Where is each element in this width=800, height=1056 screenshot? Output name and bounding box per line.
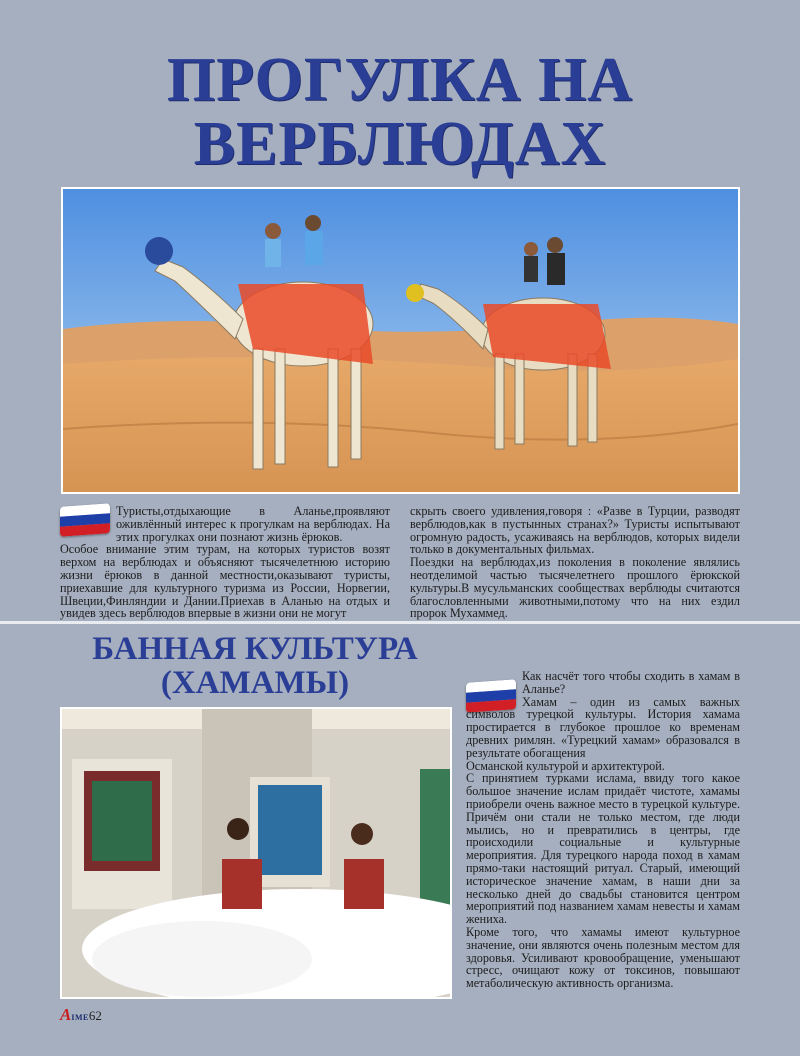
- title-line-1: ПРОГУЛКА НА: [166, 46, 634, 114]
- section-title-line-2: (ХАМАМЫ): [160, 665, 350, 701]
- hamam-paragraph-1: Хамам – один из самых важных символов турецкой культуры. История хамама простирается в глубокое прошлое ко временам древних римлян. «Турецкий хамам» образовался в результате обогащения: [466, 694, 740, 760]
- section-title-line-1: БАННАЯ КУЛЬТУРА: [92, 631, 418, 667]
- camel-paragraph-1: Туристы,отдыхающие в Аланье,проявляют оживлённый интерес к прогулкам на верблюдах. На этих прогулках они познают жизнь ёрюков.: [116, 504, 390, 544]
- hamam-paragraph-2: Османской культурой и архитектурой.: [466, 758, 665, 773]
- camel-paragraph-4: Поездки на верблюдах,из поколения в поколение являлись неотделимой частью тысячелетнего прошлого ёрюкской культуры.В мусульманских сообществах верблюды считаются благословленными животными,потому что на них ездил пророк Мухаммед.: [410, 555, 740, 621]
- page-number: 62: [88, 1008, 102, 1023]
- section-title: [60, 632, 450, 700]
- camel-text-column-2: [410, 505, 740, 620]
- camel-paragraph-3: скрыть своего удивления,говоря : «Разве в Турции, разводят верблюдов,как в пустынных странах?» Туристы испытывают огромную радость, усаживаясь на верблюдов, которых видели только в документальных фильмах.: [410, 504, 740, 557]
- page-footer: [60, 1005, 102, 1025]
- title-line-2: ВЕРБЛЮДАХ: [193, 110, 607, 178]
- page-title: [0, 48, 800, 176]
- hamam-paragraph-3: С принятием турками ислама, ввиду того какое большое значение ислам придаёт чистоте, хамамы приобрели очень важное место в турецкой культуре. Причём они стали не только местом, где люди мылись, но и превратились в центры, где происходили социальные и культурные мероприятия. Для турецкого народа поход в хамам прямо-таки настоящий ритуал. Старый, имеющий историческое значение хамам, в наши дни за несколько дней до свадьбы становится центром мероприятий под названием хамам невесты и хамам жениха.: [466, 771, 740, 927]
- hamam-text-column: [466, 670, 740, 990]
- magazine-logo-text: IME: [71, 1013, 89, 1022]
- camel-text-column-1: [60, 505, 390, 620]
- section-divider: [0, 621, 800, 624]
- camel-ride-illustration: [63, 189, 738, 492]
- hamam-intro: Как насчёт того чтобы сходить в хамам в Аланье?: [522, 669, 740, 696]
- hamam-photo: [60, 707, 452, 999]
- hamam-paragraph-4: Кроме того, что хамамы имеют культурное значение, они являются очень полезным местом для здоровья. Усиливают кровообращение, уменьшают стресс, очищают кожу от токсинов, повышают метаболическую активность организма.: [466, 924, 740, 991]
- magazine-logo-letter: A: [60, 1005, 72, 1024]
- camel-paragraph-2: Особое внимание этим турам, на которых туристов возят верхом на верблюдах и объясняют тысячелетнюю историю жизни ёрюков в данной местности,оказывают туристы, приехавшие для культурного туризма из России, Норвегии, Швеции,Финляндии и Дании.Приехав в Аланью на отдых и увидев здесь верблюдов впервые в жизни они не могут: [60, 542, 390, 621]
- hamam-illustration: [62, 709, 450, 997]
- camel-ride-photo: [61, 187, 740, 494]
